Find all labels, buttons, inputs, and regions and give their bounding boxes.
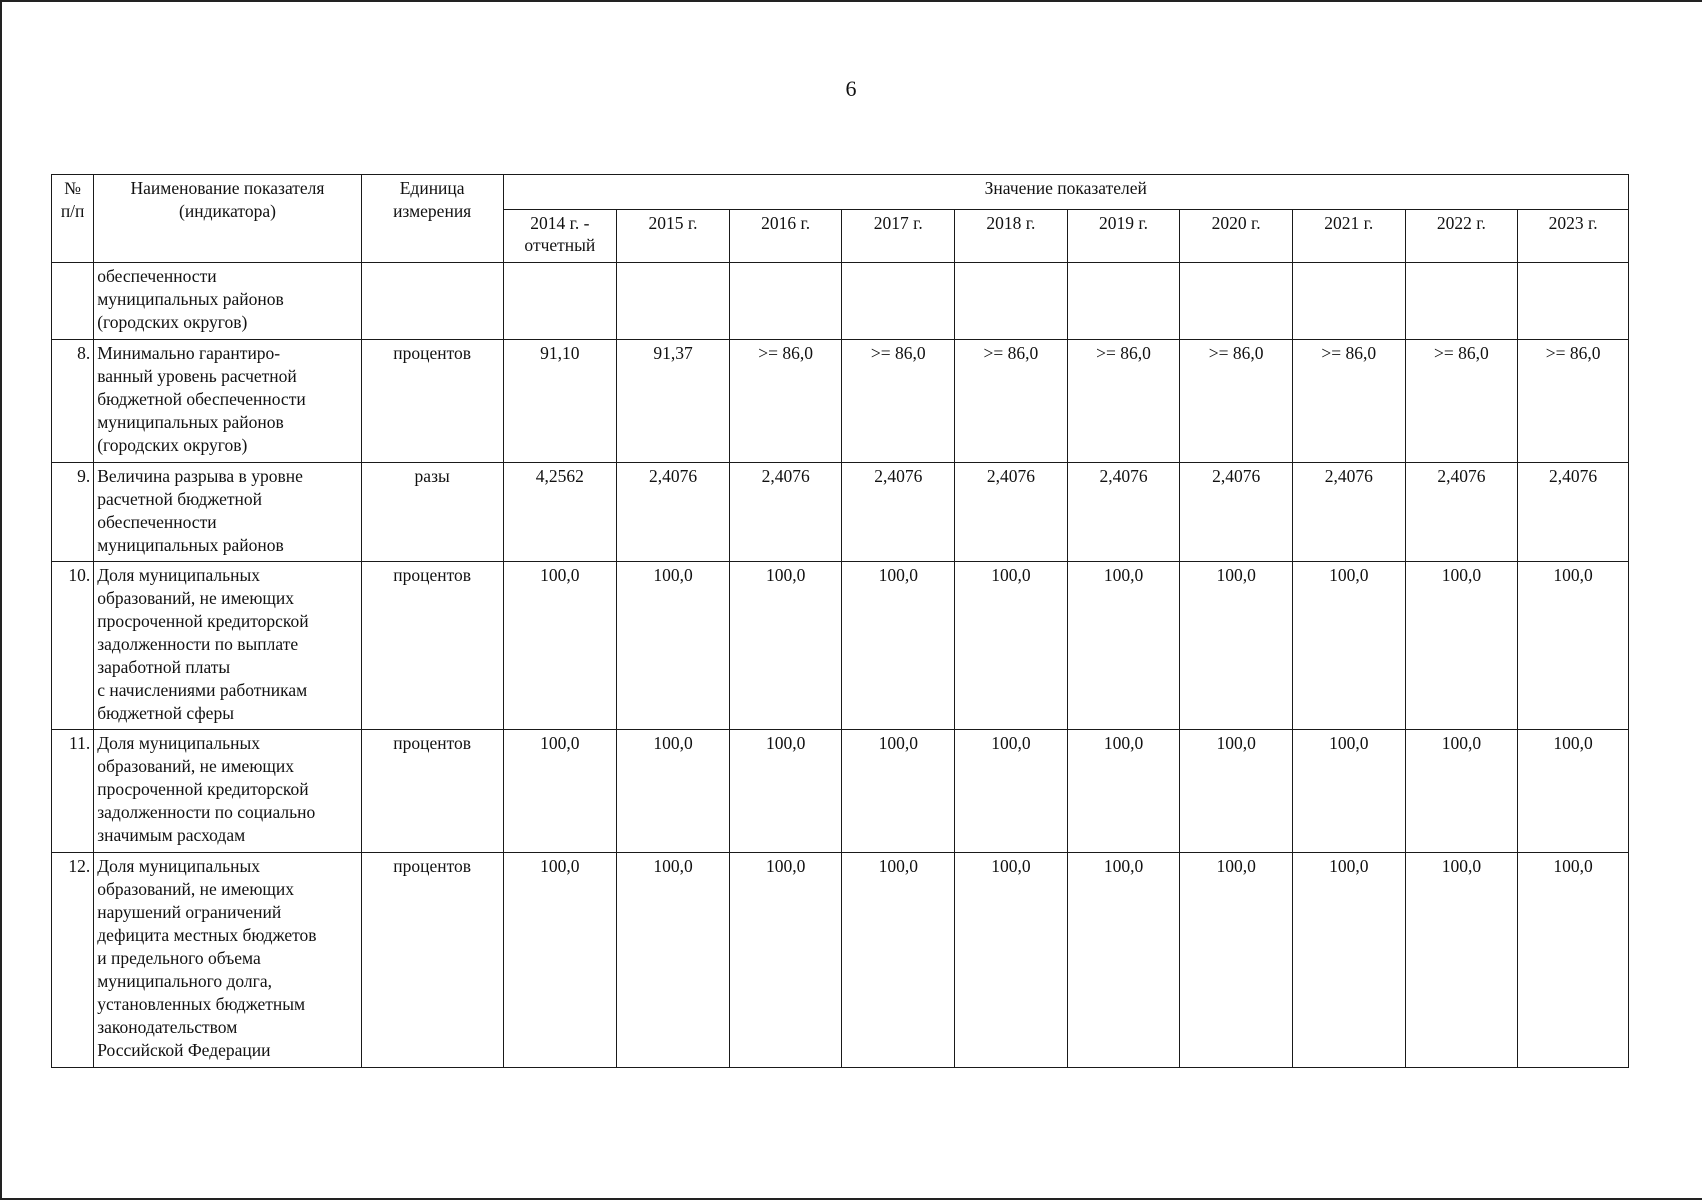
- row-value: [617, 263, 730, 340]
- row-value: 100,0: [617, 562, 730, 730]
- row-value: 100,0: [1067, 562, 1180, 730]
- row-value: [1180, 263, 1293, 340]
- row-unit: процентов: [361, 730, 503, 853]
- row-value: [1518, 263, 1629, 340]
- table-row: [52, 730, 1629, 853]
- row-num: 10.: [52, 562, 94, 730]
- row-num: [52, 263, 94, 340]
- row-unit: процентов: [361, 853, 503, 1068]
- row-value: >= 86,0: [1292, 340, 1405, 463]
- row-value: [503, 263, 617, 340]
- row-value: >= 86,0: [1518, 340, 1629, 463]
- row-value: 100,0: [955, 853, 1068, 1068]
- header-year: 2014 г. - отчетный: [503, 210, 617, 263]
- row-value: 100,0: [842, 853, 955, 1068]
- row-value: 100,0: [729, 562, 842, 730]
- row-value: 91,10: [503, 340, 617, 463]
- header-year: 2019 г.: [1067, 210, 1180, 263]
- indicators-table: [51, 174, 1629, 1068]
- header-year: 2017 г.: [842, 210, 955, 263]
- row-unit: процентов: [361, 340, 503, 463]
- row-value: 91,37: [617, 340, 730, 463]
- row-value: >= 86,0: [955, 340, 1068, 463]
- row-value: 100,0: [503, 853, 617, 1068]
- row-value: 100,0: [1405, 853, 1518, 1068]
- header-year: 2015 г.: [617, 210, 730, 263]
- header-name: Наименование показателя (индикатора): [94, 175, 362, 263]
- row-value: 100,0: [729, 730, 842, 853]
- row-value: 100,0: [842, 730, 955, 853]
- table-row: [52, 562, 1629, 730]
- row-value: [842, 263, 955, 340]
- row-value: 100,0: [1292, 853, 1405, 1068]
- row-value: >= 86,0: [1405, 340, 1518, 463]
- row-value: 100,0: [955, 730, 1068, 853]
- row-value: 100,0: [1180, 853, 1293, 1068]
- row-name: обеспеченности муниципальных районов (городских округов): [94, 263, 362, 340]
- row-value: 100,0: [1180, 730, 1293, 853]
- row-value: 100,0: [1405, 562, 1518, 730]
- row-value: 2,4076: [1067, 463, 1180, 562]
- header-year: 2018 г.: [955, 210, 1068, 263]
- row-value: 2,4076: [617, 463, 730, 562]
- row-value: 2,4076: [729, 463, 842, 562]
- row-value: 100,0: [503, 730, 617, 853]
- row-value: 100,0: [1067, 853, 1180, 1068]
- header-values-group: Значение показателей: [503, 175, 1628, 210]
- row-value: [1292, 263, 1405, 340]
- header-row-top: [52, 175, 1629, 210]
- row-value: >= 86,0: [1180, 340, 1293, 463]
- header-year: 2020 г.: [1180, 210, 1293, 263]
- row-value: 2,4076: [842, 463, 955, 562]
- row-value: >= 86,0: [729, 340, 842, 463]
- row-value: 100,0: [617, 730, 730, 853]
- row-name: Доля муниципальных образований, не имеющих просроченной кредиторской задолженности по социально значимым расходам: [94, 730, 362, 853]
- row-num: 8.: [52, 340, 94, 463]
- page-number: 6: [845, 76, 857, 101]
- row-name: Величина разрыва в уровне расчетной бюджетной обеспеченности муниципальных районов: [94, 463, 362, 562]
- row-value: [1405, 263, 1518, 340]
- row-value: 100,0: [1518, 562, 1629, 730]
- header-unit: Единица измерения: [361, 175, 503, 263]
- row-value: 2,4076: [955, 463, 1068, 562]
- row-value: 100,0: [617, 853, 730, 1068]
- row-value: 100,0: [1067, 730, 1180, 853]
- page-border-top: [0, 0, 1702, 2]
- row-value: 100,0: [842, 562, 955, 730]
- row-value: 100,0: [1518, 853, 1629, 1068]
- header-num: № п/п: [52, 175, 94, 263]
- row-num: 9.: [52, 463, 94, 562]
- row-value: [1067, 263, 1180, 340]
- table-row: [52, 263, 1629, 340]
- row-value: 100,0: [1518, 730, 1629, 853]
- row-value: 100,0: [1292, 730, 1405, 853]
- row-value: [729, 263, 842, 340]
- row-num: 12.: [52, 853, 94, 1068]
- row-value: 2,4076: [1405, 463, 1518, 562]
- row-value: >= 86,0: [1067, 340, 1180, 463]
- row-value: 4,2562: [503, 463, 617, 562]
- table-row: [52, 463, 1629, 562]
- table-row: [52, 340, 1629, 463]
- header-year: 2022 г.: [1405, 210, 1518, 263]
- header-year: 2023 г.: [1518, 210, 1629, 263]
- row-value: 100,0: [1292, 562, 1405, 730]
- row-value: 100,0: [1405, 730, 1518, 853]
- row-name: Минимально гарантиро- ванный уровень расчетной бюджетной обеспеченности муниципальных районов (городских округов): [94, 340, 362, 463]
- row-unit: процентов: [361, 562, 503, 730]
- row-value: 100,0: [1180, 562, 1293, 730]
- header-year: 2016 г.: [729, 210, 842, 263]
- row-value: [955, 263, 1068, 340]
- row-unit: [361, 263, 503, 340]
- row-value: 100,0: [955, 562, 1068, 730]
- row-value: >= 86,0: [842, 340, 955, 463]
- row-name: Доля муниципальных образований, не имеющих просроченной кредиторской задолженности по выплате заработной платы с начислениями работникам бюджетной сферы: [94, 562, 362, 730]
- row-unit: разы: [361, 463, 503, 562]
- row-num: 11.: [52, 730, 94, 853]
- row-value: 2,4076: [1292, 463, 1405, 562]
- row-value: 2,4076: [1180, 463, 1293, 562]
- table-row: [52, 853, 1629, 1068]
- row-value: 100,0: [503, 562, 617, 730]
- header-year: 2021 г.: [1292, 210, 1405, 263]
- row-name: Доля муниципальных образований, не имеющих нарушений ограничений дефицита местных бюджетов и предельного объема муниципального долга, установленных бюджетным законодательством Российской Федерации: [94, 853, 362, 1068]
- row-value: 100,0: [729, 853, 842, 1068]
- row-value: 2,4076: [1518, 463, 1629, 562]
- page-border-left: [0, 0, 2, 1200]
